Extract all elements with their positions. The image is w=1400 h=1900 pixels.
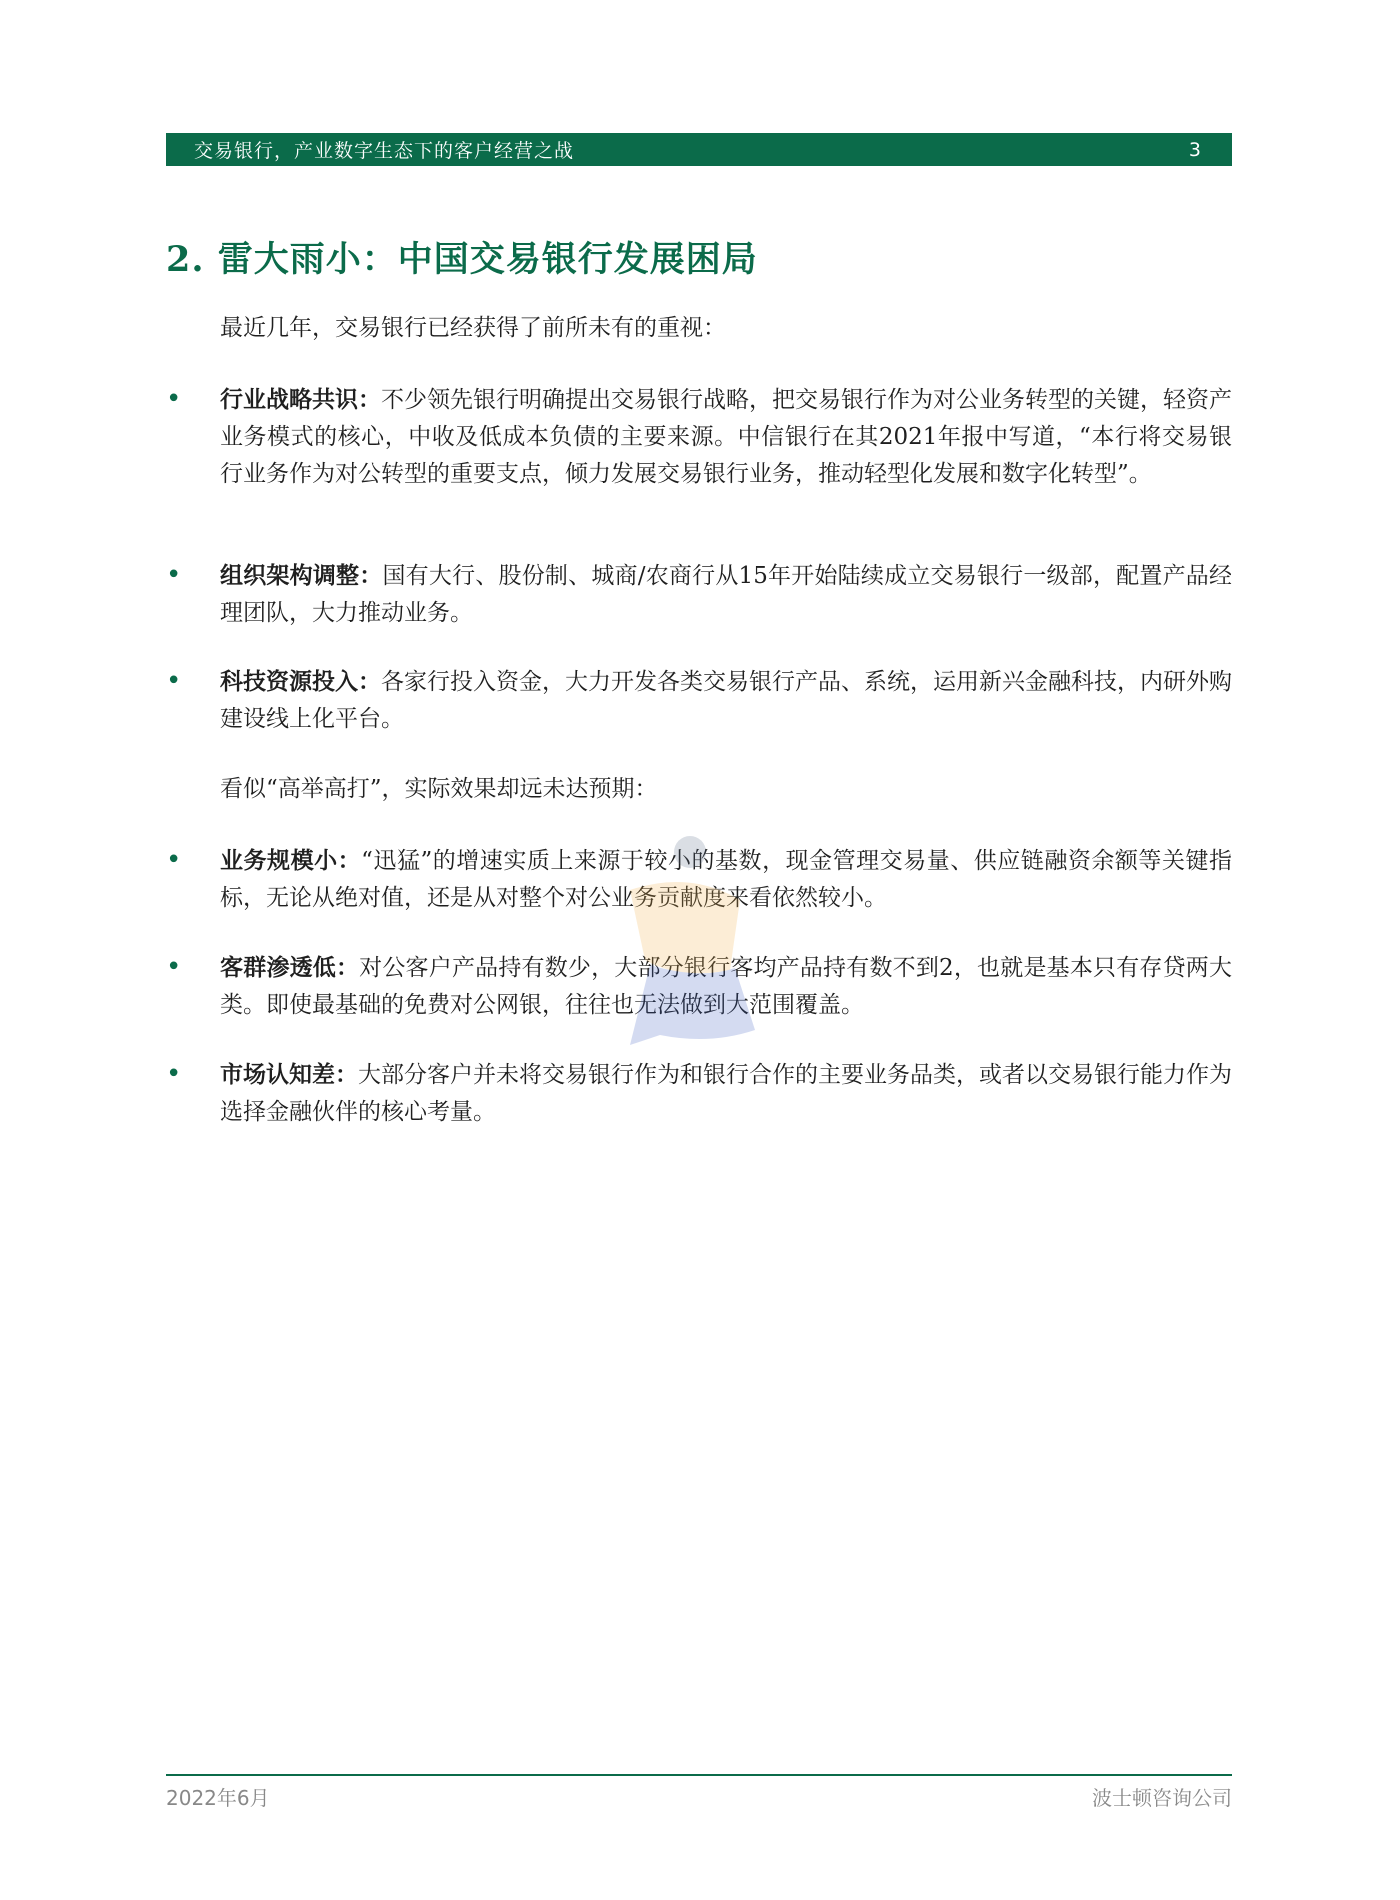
bullet-label: 科技资源投入：: [220, 668, 381, 695]
bullet-icon: •: [166, 666, 182, 696]
bullet-body: 国有大行、股份制、城商/农商行从15年开始陆续成立交易银行一级部，配置产品经理团队，大力推动业务。: [220, 563, 1233, 626]
bullet-icon: •: [166, 384, 182, 414]
intro-paragraph: 最近几年，交易银行已经获得了前所未有的重视：: [220, 315, 726, 341]
bullet-text: [220, 557, 1232, 632]
header-bar: [166, 133, 1232, 166]
bullet-text: [220, 1056, 1232, 1131]
header-title: 交易银行，产业数字生态下的客户经营之战: [194, 140, 575, 162]
footer-company: 波士顿咨询公司: [1092, 1786, 1232, 1810]
bullet-text: [220, 381, 1232, 493]
bullet-body: 各家行投入资金，大力开发各类交易银行产品、系统，运用新兴金融科技，内研外购建设线上化平台。: [220, 669, 1232, 732]
transition-paragraph: 看似“高举高打”，实际效果却远未达预期：: [220, 776, 658, 802]
footer-divider: [166, 1774, 1232, 1776]
page-number: 3: [1188, 138, 1202, 161]
bullet-icon: •: [166, 952, 182, 982]
bullet-poor-awareness: [166, 1056, 1232, 1131]
bullet-label: 行业战略共识：: [220, 386, 381, 413]
bullet-body: 不少领先银行明确提出交易银行战略，把交易银行作为对公业务转型的关键，轻资产业务模式的核心，中收及低成本负债的主要来源。中信银行在其2021年报中写道，“本行将交易银行业务作为对公转型的重要支点，倾力发展交易银行业务，推动轻型化发展和数字化转型”。: [220, 387, 1232, 487]
bullet-tech-investment: [166, 663, 1232, 738]
bullet-body: 大部分客户并未将交易银行作为和银行合作的主要业务品类，或者以交易银行能力作为选择金融伙伴的核心考量。: [220, 1062, 1232, 1125]
section-title: 2. 雷大雨小：中国交易银行发展困局: [166, 239, 758, 280]
bullet-industry-strategy: [166, 381, 1232, 493]
footer-date: 2022年6月: [166, 1786, 270, 1810]
bullet-label: 客群渗透低：: [220, 954, 360, 981]
bullet-org-structure: [166, 557, 1232, 632]
bullet-label: 市场认知差：: [220, 1061, 358, 1088]
bullet-icon: •: [166, 845, 182, 875]
bullet-text: [220, 663, 1232, 738]
bullet-icon: •: [166, 1059, 182, 1089]
bullet-label: 业务规模小：: [220, 847, 362, 874]
bullet-body: 对公客户产品持有数少，大部分银行客均产品持有数不到2，也就是基本只有存贷两大类。即使最基础的免费对公网银，往往也无法做到大范围覆盖。: [220, 955, 1232, 1018]
bullet-body: “迅猛”的增速实质上来源于较小的基数，现金管理交易量、供应链融资余额等关键指标，无论从绝对值，还是从对整个对公业务贡献度来看依然较小。: [220, 848, 1232, 911]
bullet-label: 组织架构调整：: [220, 562, 383, 589]
running-figure-icon: [590, 830, 790, 1060]
bullet-icon: •: [166, 560, 182, 590]
